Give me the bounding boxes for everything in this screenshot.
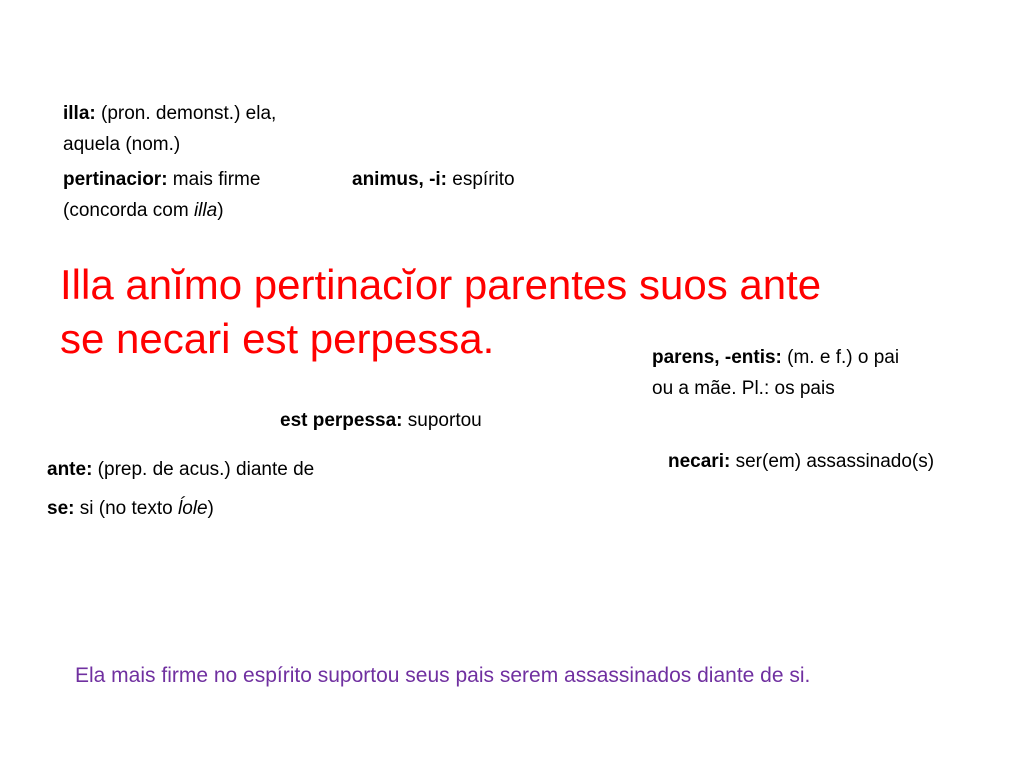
gloss-illa-line1 <box>63 98 276 129</box>
gloss-pertinacior-term: pertinacior: <box>63 169 168 190</box>
gloss-illa-line2: aquela (nom.) <box>63 134 181 155</box>
gloss-pertinacior-note: (concorda com <box>63 200 194 221</box>
gloss-ante-term: ante: <box>47 459 93 480</box>
gloss-necari-term: necari: <box>668 451 731 472</box>
latin-sentence-line1: Illa anĭmo pertinacĭor parentes suos ante <box>60 261 822 308</box>
gloss-se-term: se: <box>47 498 75 519</box>
gloss-pertinacior-def: mais firme <box>167 169 261 190</box>
gloss-pertinacior-close: ) <box>217 200 224 221</box>
latin-sentence-line2: se necari est perpessa. <box>60 315 495 362</box>
gloss-illa-def: (pron. demonst.) ela, <box>95 103 277 124</box>
gloss-parens-def: (m. e f.) o pai <box>781 347 900 368</box>
gloss-ante <box>47 454 314 485</box>
gloss-parens-line2: ou a mãe. Pl.: os pais <box>652 378 835 399</box>
gloss-animus-def: espírito <box>447 169 515 190</box>
gloss-se-close: ) <box>207 498 214 519</box>
gloss-pertinacior <box>63 164 260 226</box>
gloss-illa <box>63 98 276 160</box>
gloss-ante-def: (prep. de acus.) diante de <box>92 459 315 480</box>
gloss-necari <box>668 446 934 477</box>
gloss-animus <box>352 164 515 195</box>
gloss-se-def: si (no texto <box>74 498 178 519</box>
gloss-se <box>47 493 214 524</box>
gloss-pertinacior-italic: illa <box>193 200 218 221</box>
translation: Ela mais firme no espírito suportou seus pais serem assassinados diante de si. <box>75 664 811 687</box>
gloss-parens-term: parens, -entis: <box>652 347 782 368</box>
gloss-necari-def: ser(em) assassinado(s) <box>730 451 935 472</box>
gloss-parens <box>652 342 899 404</box>
gloss-illa-term: illa: <box>63 103 96 124</box>
gloss-parens-line1 <box>652 342 899 373</box>
gloss-est-perpessa-def: suportou <box>402 410 482 431</box>
gloss-pertinacior-line2 <box>63 195 260 226</box>
gloss-pertinacior-line1 <box>63 164 260 195</box>
gloss-se-italic: ĺole <box>177 498 208 519</box>
gloss-animus-term: animus, -i: <box>352 169 448 190</box>
gloss-est-perpessa-term: est perpessa: <box>280 410 403 431</box>
gloss-est-perpessa <box>280 405 482 436</box>
